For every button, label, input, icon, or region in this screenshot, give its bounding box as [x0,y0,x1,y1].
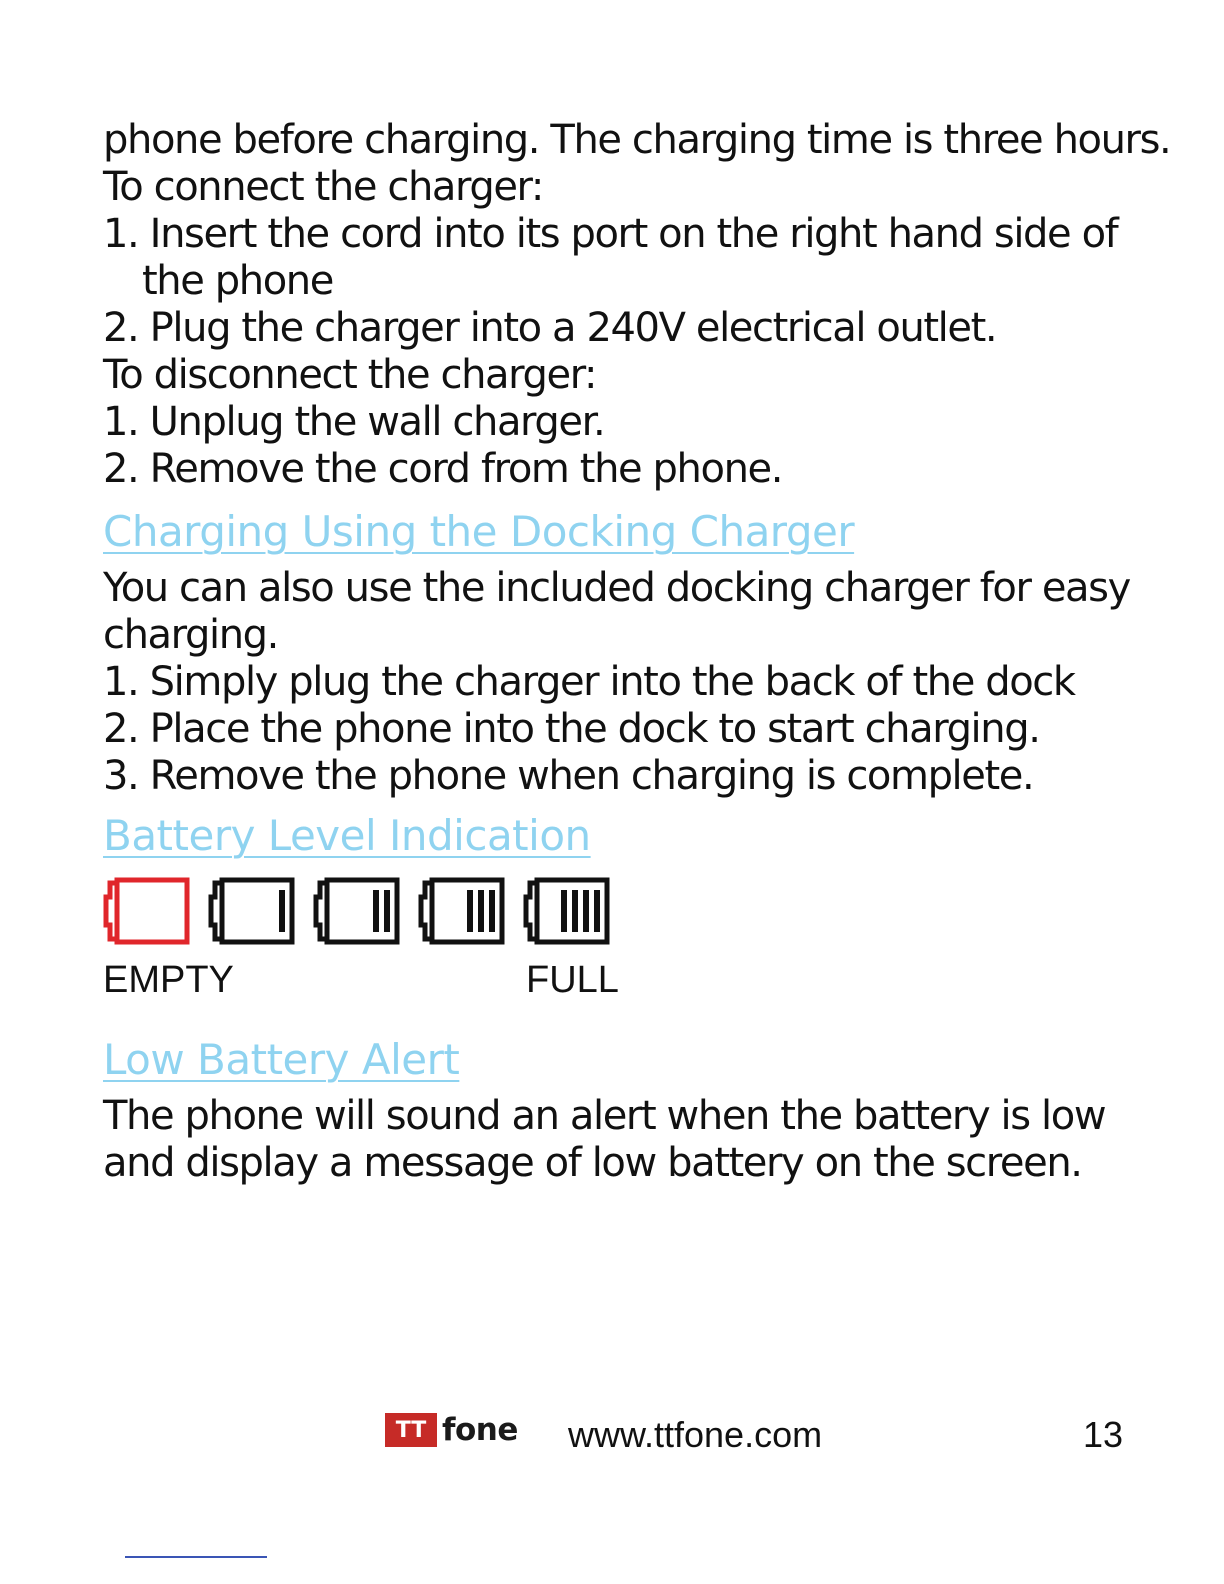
bottom-rule [125,1556,267,1558]
list-item: 1. Insert the cord into its port on the right hand side of [103,211,1118,257]
body-line: and display a message of low battery on the screen. [103,1140,1082,1186]
battery-empty-icon [103,875,191,947]
page-content [103,117,1171,1187]
list-item: 1. Simply plug the charger into the back of the dock [103,659,1075,705]
website-url: www.ttfone.com [568,1414,823,1455]
empty-label: EMPTY [103,959,234,1001]
page-number: 13 [1083,1414,1124,1455]
logo-box: TT [385,1413,437,1447]
heading-battery-level: Battery Level Indication [103,811,591,860]
body-line: charging. [103,612,278,658]
body-line: To connect the charger: [103,164,543,210]
page-footer [0,1408,1224,1468]
list-item: 2. Place the phone into the dock to start charging. [103,706,1040,752]
ttfone-logo [385,1412,518,1448]
logo-word: fone [442,1412,518,1448]
body-line: To disconnect the charger: [103,352,597,398]
battery-1-bar-icon [208,875,296,947]
heading-low-battery-alert: Low Battery Alert [103,1035,460,1084]
list-item-continuation: the phone [142,258,333,304]
heading-docking-charger: Charging Using the Docking Charger [103,507,855,556]
full-label: FULL [526,959,619,1001]
body-line: You can also use the included docking charger for easy [103,565,1130,611]
battery-full-icon [523,875,611,947]
list-item: 2. Plug the charger into a 240V electrical outlet. [103,305,997,351]
body-line: phone before charging. The charging time is three hours. [103,117,1171,163]
list-item: 3. Remove the phone when charging is complete. [103,753,1034,799]
list-item: 1. Unplug the wall charger. [103,399,605,445]
battery-2-bars-icon [313,875,401,947]
body-line: The phone will sound an alert when the battery is low [103,1093,1106,1139]
battery-icons-row [103,875,1143,947]
list-item: 2. Remove the cord from the phone. [103,446,783,492]
battery-level-labels [103,955,1143,1029]
battery-3-bars-icon [418,875,506,947]
